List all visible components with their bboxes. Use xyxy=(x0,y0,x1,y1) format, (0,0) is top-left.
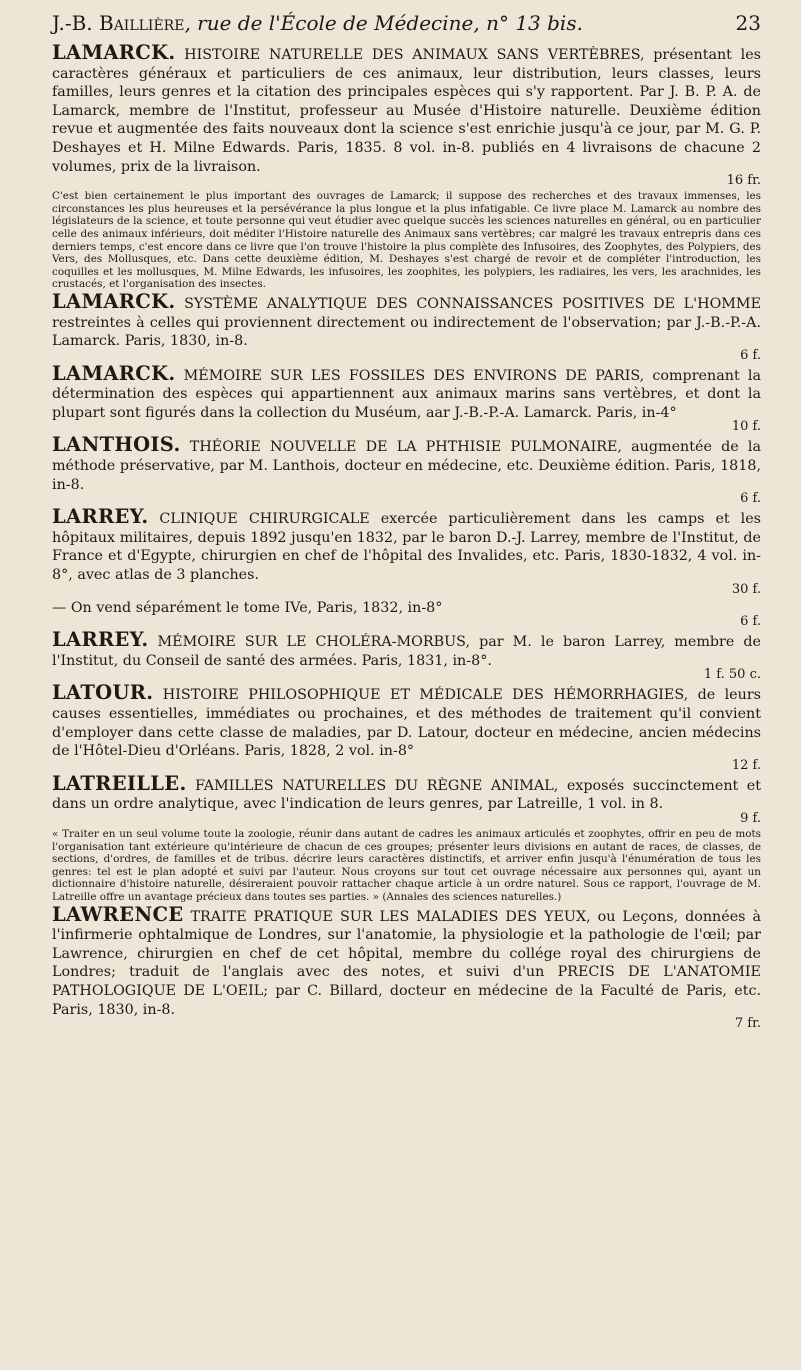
catalogue-entry-lanthois xyxy=(52,433,762,507)
entry-note: C'est bien certainement le plus important des ouvrages de Lamarck; il suppose des recherches et des travaux immenses, les circonstances les plus heureuses et la persévérance la plus longue et la plus infatigable. Ce livre place M. Lamarck au nombre des législateurs de la science, et toute personne qui veut étudier avec quelque succès les sciences naturelles en général, ou en particulier celle des animaux inférieurs, doit méditer l'Histoire naturelle des Animaux sans vertèbres; car malgré les travaux entrepris dans ces derniers temps, c'est encore dans ce livre que l'on trouve l'histoire la plus complète des Infusoires, des Zoophytes, des Polypiers, des Vers, des Mollusques, etc. Dans cette deuxième édition, M. Deshayes s'est chargé de revoir et de compléter l'introduction, les coquilles et les mollusques, M. Milne Edwards, les infusoires, les zoophites, les polypiers, les radiaires, les vers, les arachnides, les crustacés, et l'organisation des insectes. xyxy=(52,190,761,291)
entry-price: 16 fr. xyxy=(726,173,761,189)
entry-price: 30 f. xyxy=(731,581,761,597)
catalogue-entry-lamarck-memoire xyxy=(52,361,761,435)
catalogue-entry-lamarck-systeme xyxy=(52,289,762,363)
entry-text: FAMILLES NATURELLES DU RÈGNE ANIMAL, exposés succinctement et dans un ordre analytique, avec l'indication de leurs genres, par Latreille, 1 vol. in 8. xyxy=(52,777,762,813)
catalogue-entry-latreille xyxy=(52,771,762,826)
entry-text: THÉORIE NOUVELLE DE LA PHTHISIE PULMONAIRE, augmentée de la méthode préservative, par M. Lanthois, docteur en médecine, etc. Deuxième édition. Paris, 1818, in-8. xyxy=(52,439,762,493)
entry-author: LAMARCK. xyxy=(52,41,176,64)
page-header xyxy=(52,8,761,38)
entry-author: LAMARCK. xyxy=(52,289,176,313)
entry-text: SYSTÈME ANALYTIQUE DES CONNAISSANCES POSITIVES DE L'HOMME restreintes à celles qui proviennent directement ou indirectement de l'observation; par J.-B.-P.-A. Lamarck. Paris, 1830, in-8. xyxy=(52,295,762,350)
catalogue-entry-larrey-tome xyxy=(52,599,761,630)
entry-text: CLINIQUE CHIRURGICALE exercée particulièrement dans les camps et les hôpitaux militaires, depuis 1892 jusqu'en 1832, par le baron D.-J. Larrey, membre de l'Institut, de France et d'Egypte, chirurgien en chef de l'hôpital des Invalides, etc. Paris, 1830-1832, 4 vol. in-8°, avec atlas de 3 planches. xyxy=(52,511,761,584)
page-number: 23 xyxy=(735,11,761,35)
catalogue-entry-larrey-memoire xyxy=(52,628,762,683)
entry-text: HISTOIRE PHILOSOPHIQUE ET MÉDICALE DES HÉMORRHAGIES, de leurs causes essentielles, immédiates ou prochaines, et des méthodes de traitement qu'il convient d'employer dans cette classe de maladies, par D. Latour, docteur en médecine, ancien médecins de l'Hôtel-Dieu d'Orléans. Paris, 1828, 2 vol. in-8° xyxy=(52,687,761,760)
entry-author: LAWRENCE xyxy=(52,902,184,926)
entry-author: LATOUR. xyxy=(52,681,154,705)
entry-price: 6 f. xyxy=(740,347,761,363)
entry-text: MÉMOIRE SUR LES FOSSILES DES ENVIRONS DE PARIS, comprenant la détermination des espèces qui appartiennent aux animaux marins sans vertèbres, et dont la plupart sont figurés dans la collection du Muséum, aar J.-B.-P.-A. Lamarck. Paris, in-4° xyxy=(52,367,761,421)
entry-price: 9 f. xyxy=(740,810,761,826)
entry-author: LAMARCK. xyxy=(52,361,176,385)
catalogue-entry-latour xyxy=(52,681,761,773)
catalogue-entry-lamarck-histoire xyxy=(52,41,761,189)
publisher-name: J.-B. Baillière xyxy=(52,11,185,35)
entry-price: 12 f. xyxy=(731,757,761,773)
entry-price: 1 f. 50 c. xyxy=(703,667,761,683)
publisher-address: , rue de l'École de Médecine, n° 13 bis. xyxy=(184,11,583,35)
entry-note: « Traiter en un seul volume toute la zoologie, réunir dans autant de cadres les animaux articulés et zoophytes, offrir en peu de mots l'organisation tant extérieure qu'intérieure de chacun de ces groupes; présenter leurs divisions en autant de races, de classes, de sections, d'ordres, de familles et de tribus. décrire leurs caractères distinctifs, et arriver enfin jusqu'à l'énumération de tous les genres: tel est le plan adopté et suivi par l'auteur. Nous croyons sur tout cet ouvrage nécessaire aux personnes qui, ayant un dictionnaire d'histoire naturelle, désireraient pouvoir rattacher chaque article à un ordre naturel. Sous ce rapport, l'ouvrage de M. Latreille offre un avantage précieux dans toutes ses parties. » (Annales des sciences naturelles.) xyxy=(52,827,761,903)
entry-text: TRAITE PRATIQUE SUR LES MALADIES DES YEUX, ou Leçons, données à l'infirmerie ophtalmique de Londres, sur l'anatomie, la physiologie et la pathologie de l'œil; par Lawrence, chirurgien en chef de cet hôpital, membre du collége royal des chirurgiens de Londres; traduit de l'anglais avec des notes, et suivi d'un PRECIS DE L'ANATOMIE PATHOLOGIQUE DE L'OEIL; par C. Billard, docteur en médecine de la Faculté de Paris, etc. Paris, 1830, in-8. xyxy=(52,908,762,1018)
catalogue-entry-lawrence xyxy=(52,902,762,1032)
entry-text: — On vend séparément le tome IVe, Paris, 1832, in-8° xyxy=(52,599,443,616)
entry-author: LARREY. xyxy=(52,628,149,652)
entry-author: LANTHOIS. xyxy=(52,433,181,457)
entry-price: 10 f. xyxy=(731,419,761,435)
entry-price: 6 f. xyxy=(740,614,761,630)
entry-text: HISTOIRE NATURELLE DES ANIMAUX SANS VERTÈBRES, présentant les caractères généraux et particuliers de ces animaux, leur distribution, leurs classes, leurs familles, leurs genres et la citation des principales espèces qui s'y rapportent. Par J. B. P. A. de Lamarck, membre de l'Institut, professeur au Musée d'Histoire naturelle. Deuxième édition revue et augmentée des faits nouveaux dont la science s'est enrichie jusqu'à ce jour, par M. G. P. Deshayes et H. Milne Edwards. Paris, 1835. 8 vol. in-8. publiés en 4 livraisons de chacune 2 volumes, prix de la livraison. xyxy=(52,47,761,175)
catalogue-entry-larrey-clinique xyxy=(52,505,761,597)
entry-price: 7 fr. xyxy=(734,1016,761,1032)
entry-author: LARREY. xyxy=(52,505,149,529)
entry-author: LATREILLE. xyxy=(52,771,187,795)
entry-text: MÉMOIRE SUR LE CHOLÉRA-MORBUS, par M. le baron Larrey, membre de l'Institut, du Conseil de santé des armées. Paris, 1831, in-8°. xyxy=(52,634,762,669)
entry-price: 6 f. xyxy=(740,491,761,507)
